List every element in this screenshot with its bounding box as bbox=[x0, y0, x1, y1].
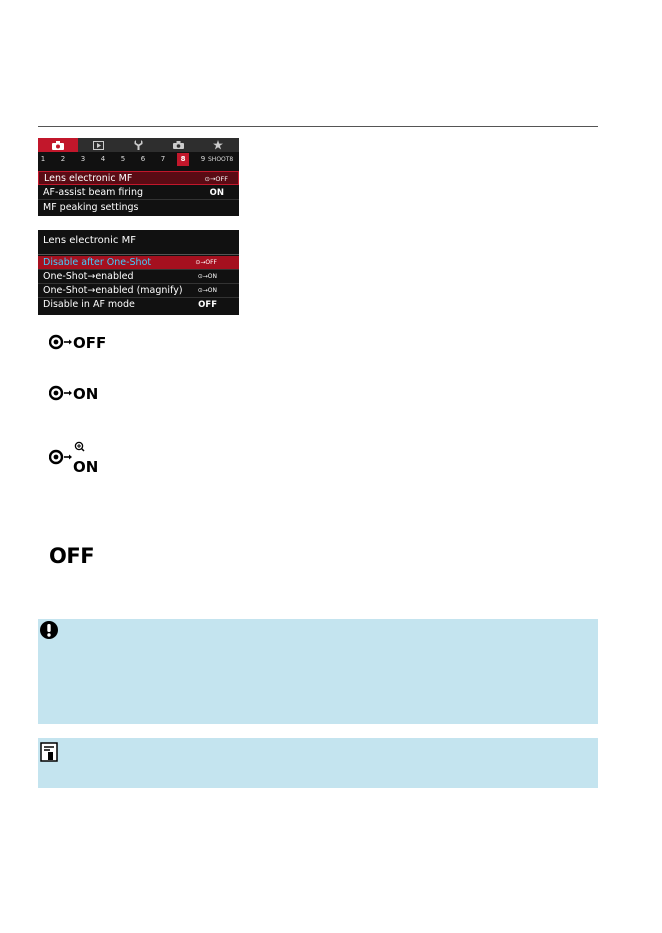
section-rule bbox=[38, 126, 598, 127]
page-number[interactable]: 5 bbox=[120, 155, 126, 163]
option-value: ⊙→ON bbox=[197, 287, 217, 294]
af-to-on-magnify-icon bbox=[49, 441, 109, 479]
caution-note bbox=[38, 619, 598, 724]
star-icon bbox=[213, 140, 223, 150]
option-label: One-Shot→enabled bbox=[43, 271, 134, 282]
page-number[interactable]: 3 bbox=[80, 155, 86, 163]
tab-playback[interactable] bbox=[78, 138, 118, 152]
menu-item-label: AF-assist beam firing bbox=[43, 187, 143, 198]
page-number[interactable]: 6 bbox=[140, 155, 146, 163]
menu-item-label: MF peaking settings bbox=[43, 202, 139, 213]
playback-icon bbox=[93, 141, 104, 150]
menu-item-value: ON bbox=[209, 188, 224, 198]
menu-page-numbers bbox=[38, 153, 239, 166]
menu-item-lens-electronic-mf[interactable] bbox=[38, 171, 239, 185]
option-value: ⊙→ON bbox=[197, 273, 217, 280]
af-to-on-icon bbox=[49, 384, 109, 406]
lens-electronic-mf-screen bbox=[38, 230, 239, 315]
mycamera-icon bbox=[173, 141, 184, 150]
page-label-shoot: SHOOT8 bbox=[208, 156, 234, 163]
menu-tabs bbox=[38, 138, 239, 152]
page-number[interactable]: 9 bbox=[200, 155, 206, 163]
menu-item-value: ⊙→OFF bbox=[204, 175, 228, 183]
menu-item-af-assist-beam[interactable] bbox=[38, 186, 239, 200]
tab-mymenu[interactable] bbox=[198, 138, 238, 152]
memo-icon bbox=[40, 742, 58, 762]
caution-icon bbox=[39, 620, 59, 640]
option-label: Disable in AF mode bbox=[43, 299, 135, 310]
wrench-icon bbox=[134, 140, 143, 150]
camera-icon bbox=[52, 141, 64, 150]
page-number[interactable]: 2 bbox=[60, 155, 66, 163]
option-text: ON bbox=[73, 458, 99, 475]
menu-item-label: Lens electronic MF bbox=[44, 173, 133, 184]
option-one-shot-enabled-magnify[interactable] bbox=[38, 284, 239, 298]
menu-item-mf-peaking[interactable] bbox=[38, 201, 239, 215]
tab-shooting[interactable] bbox=[38, 138, 78, 152]
screen-title: Lens electronic MF bbox=[43, 235, 136, 246]
page-number[interactable]: 4 bbox=[100, 155, 106, 163]
option-disable-in-af-mode[interactable] bbox=[38, 298, 239, 312]
off-icon: OFF bbox=[49, 544, 95, 568]
page-number-active[interactable]: 8 bbox=[177, 153, 189, 166]
option-one-shot-enabled[interactable] bbox=[38, 270, 239, 284]
option-label: One-Shot→enabled (magnify) bbox=[43, 285, 183, 296]
option-value: OFF bbox=[198, 300, 217, 310]
tab-setup[interactable] bbox=[118, 138, 158, 152]
af-to-off-icon bbox=[49, 333, 109, 355]
memo-note bbox=[38, 738, 598, 788]
camera-menu-screen bbox=[38, 138, 239, 216]
option-disable-after-one-shot[interactable] bbox=[38, 256, 239, 270]
option-text: ON bbox=[73, 385, 99, 402]
page-number[interactable]: 7 bbox=[160, 155, 166, 163]
option-value: ⊙→OFF bbox=[195, 259, 217, 266]
option-text: OFF bbox=[73, 334, 107, 351]
title-divider bbox=[38, 254, 239, 255]
tab-custom[interactable] bbox=[158, 138, 198, 152]
page-number[interactable]: 1 bbox=[40, 155, 46, 163]
option-label: Disable after One-Shot bbox=[43, 257, 152, 268]
